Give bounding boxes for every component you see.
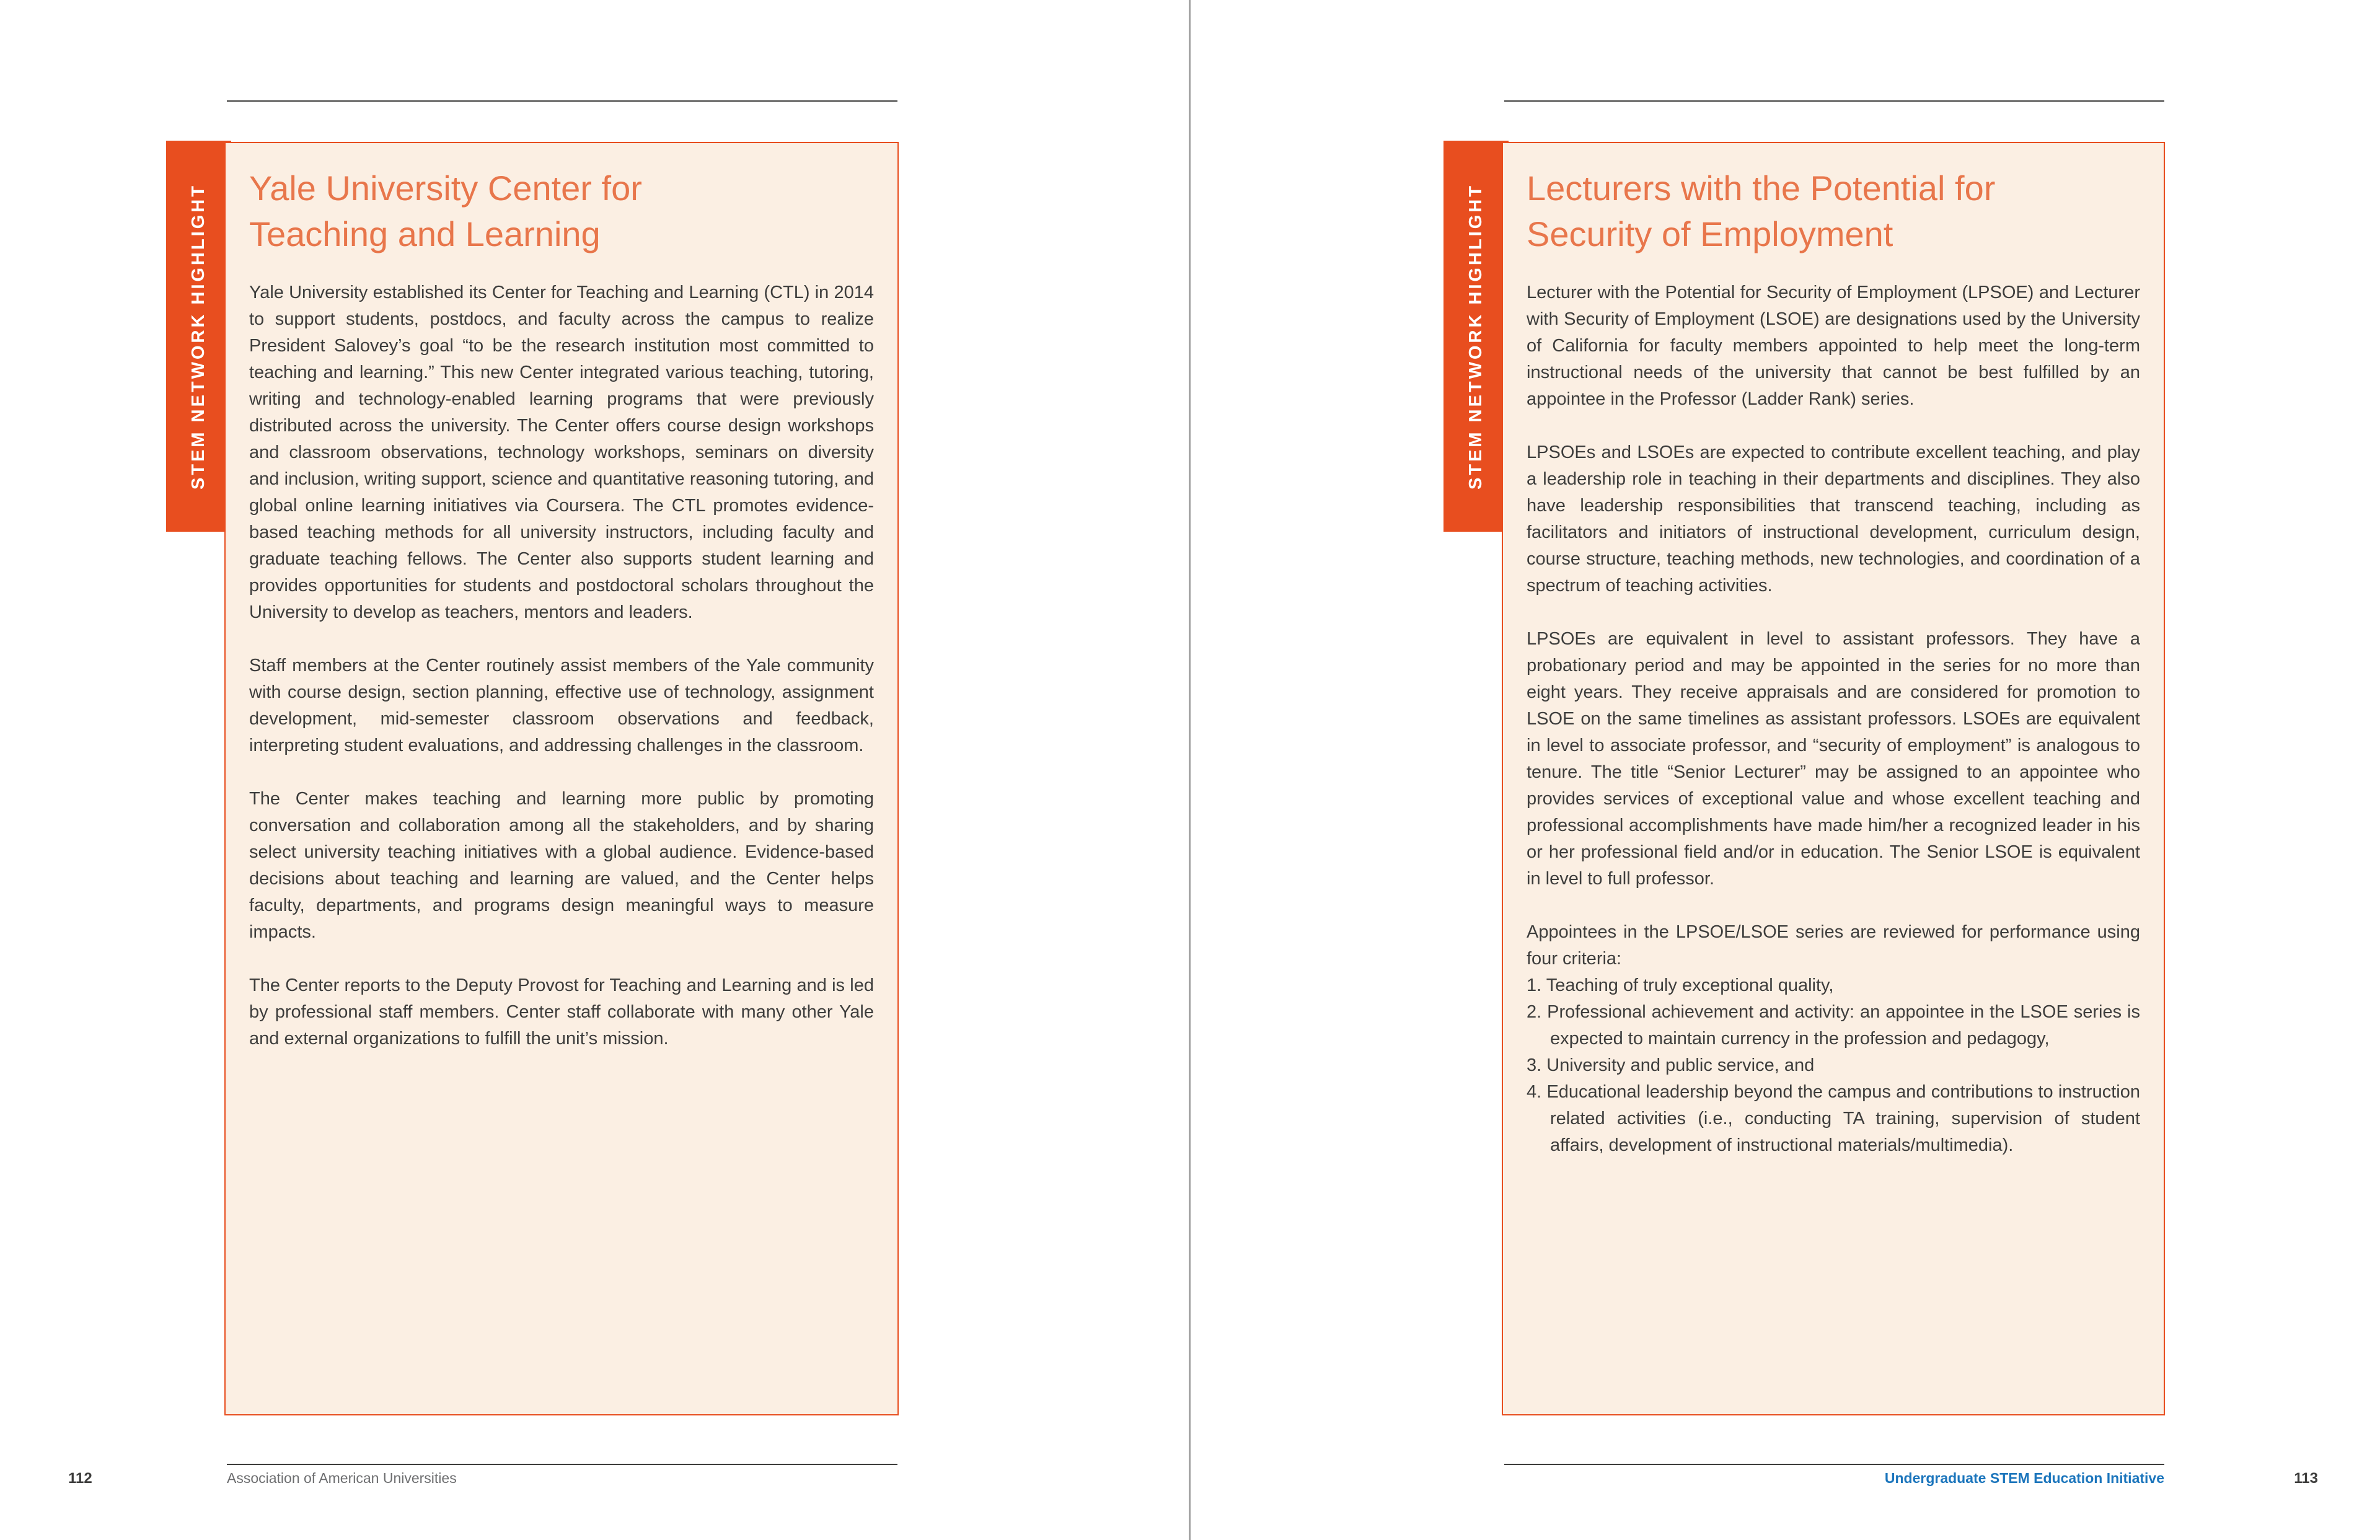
criteria-number: 3. (1527, 1055, 1542, 1075)
article-body-left (249, 279, 874, 1052)
page-number-left: 112 (68, 1470, 92, 1487)
criteria-item (1527, 999, 2140, 1052)
criteria-text: Professional achievement and activity: an appointee in the LSOE series is expected to maintain currency in the profession and pedagogy, (1547, 1002, 2141, 1049)
footer-rule-right (1504, 1464, 2164, 1465)
article-paragraph: Lecturer with the Potential for Security of Employment (LPSOE) and Lecturer with Security of Employment (LSOE) are designations used by the University of California for faculty members appointed to help meet the long-term instructional needs of the university that cannot be best fulfilled by an appointee in the Professor (Ladder Rank) series. (1527, 283, 2140, 409)
footer-rule-left (227, 1464, 897, 1465)
tab-label: STEM NETWORK HIGHLIGHT (1466, 183, 1486, 490)
article-title-right (1527, 165, 2140, 257)
criteria-number: 4. (1527, 1082, 1542, 1102)
page-number-right: 113 (2294, 1470, 2318, 1487)
top-rule-right (1504, 100, 2164, 102)
list-intro: Appointees in the LPSOE/LSOE series are reviewed for performance using four criteria: (1527, 922, 2140, 969)
criteria-text: Educational leadership beyond the campus and contributions to instruction related activities (i.e., conducting TA training, supervision of student affairs, development of instructional materials/multimedia). (1546, 1082, 2141, 1155)
stem-network-highlight-tab-left (166, 141, 231, 532)
article-body-right (1527, 279, 2140, 1159)
footer-text-right: Undergraduate STEM Education Initiative (1884, 1470, 2164, 1486)
article-paragraph: LPSOEs and LSOEs are expected to contribute excellent teaching, and play a leadership role in teaching in their departments and disciplines. They also have leadership responsibilities that transcend teaching, including as facilitators and initiators of instructional development, curriculum design, course structure, teaching methods, new technologies, and coordination of a spectrum of teaching activities. (1527, 442, 2140, 596)
title-line: Yale University Center for (249, 169, 642, 208)
highlight-box-right (1502, 142, 2165, 1415)
article-paragraph: Yale University established its Center for Teaching and Learning (CTL) in 2014 to support students, postdocs, and faculty across the campus to realize President Salovey’s goal “to be the research institution most committed to teaching and learning.” This new Center integrated various teaching, tutoring, writing and technology-enabled learning programs that were previously distributed across the university. The Center offers course design workshops and classroom observations, technology workshops, seminars on diversity and inclusion, writing support, science and quantitative reasoning tutoring, and global online learning initiatives via Coursera. The CTL promotes evidence-based teaching methods for all university instructors, including faculty and graduate teaching fellows. The Center also supports student learning and provides opportunities for students and postdoctoral scholars throughout the University to develop as teachers, mentors and leaders. (249, 283, 874, 622)
criteria-number: 2. (1527, 1002, 1542, 1022)
criteria-item (1527, 1052, 2140, 1079)
tab-label: STEM NETWORK HIGHLIGHT (188, 183, 208, 490)
criteria-item (1527, 1079, 2140, 1159)
article-paragraph: The Center reports to the Deputy Provost for Teaching and Learning and is led by professional staff members. Center staff collaborate with many other Yale and external organizations to fulfill the unit’s mission. (249, 975, 874, 1049)
highlight-box-left (224, 142, 899, 1415)
title-line: Lecturers with the Potential for (1527, 169, 1996, 208)
stem-network-highlight-tab-right (1443, 141, 1509, 532)
criteria-text: University and public service, and (1546, 1055, 1815, 1075)
criteria-text: Teaching of truly exceptional quality, (1546, 975, 1834, 995)
title-line: Security of Employment (1527, 214, 1893, 253)
page-divider (1189, 0, 1191, 1540)
criteria-item (1527, 972, 2140, 999)
footer-text-left: Association of American Universities (227, 1470, 457, 1486)
top-rule-left (227, 100, 897, 102)
criteria-number: 1. (1527, 975, 1542, 995)
article-paragraph: Staff members at the Center routinely assist members of the Yale community with course design, section planning, effective use of technology, assignment development, mid-semester classroom observations and feedback, interpreting student evaluations, and addressing challenges in the classroom. (249, 656, 874, 755)
article-paragraph: LPSOEs are equivalent in level to assistant professors. They have a probationary period and may be appointed in the series for no more than eight years. They receive appraisals and are considered for promotion to LSOE on the same timelines as assistant professors. LSOEs are equivalent in level to associate professor, and “security of employment” is analogous to tenure. The title “Senior Lecturer” may be assigned to an appointee who provides services of exceptional value and whose excellent teaching and professional accomplishments have made him/her a recognized leader in his or her professional field and/or in education. The Senior LSOE is equivalent in level to full professor. (1527, 629, 2140, 889)
article-paragraph: The Center makes teaching and learning more public by promoting conversation and collaboration among all the stakeholders, and by sharing select university teaching initiatives with a global audience. Evidence-based decisions about teaching and learning are valued, and the Center helps faculty, departments, and programs design meaningful ways to measure impacts. (249, 789, 874, 942)
title-line: Teaching and Learning (249, 214, 601, 253)
article-title-left (249, 165, 874, 257)
